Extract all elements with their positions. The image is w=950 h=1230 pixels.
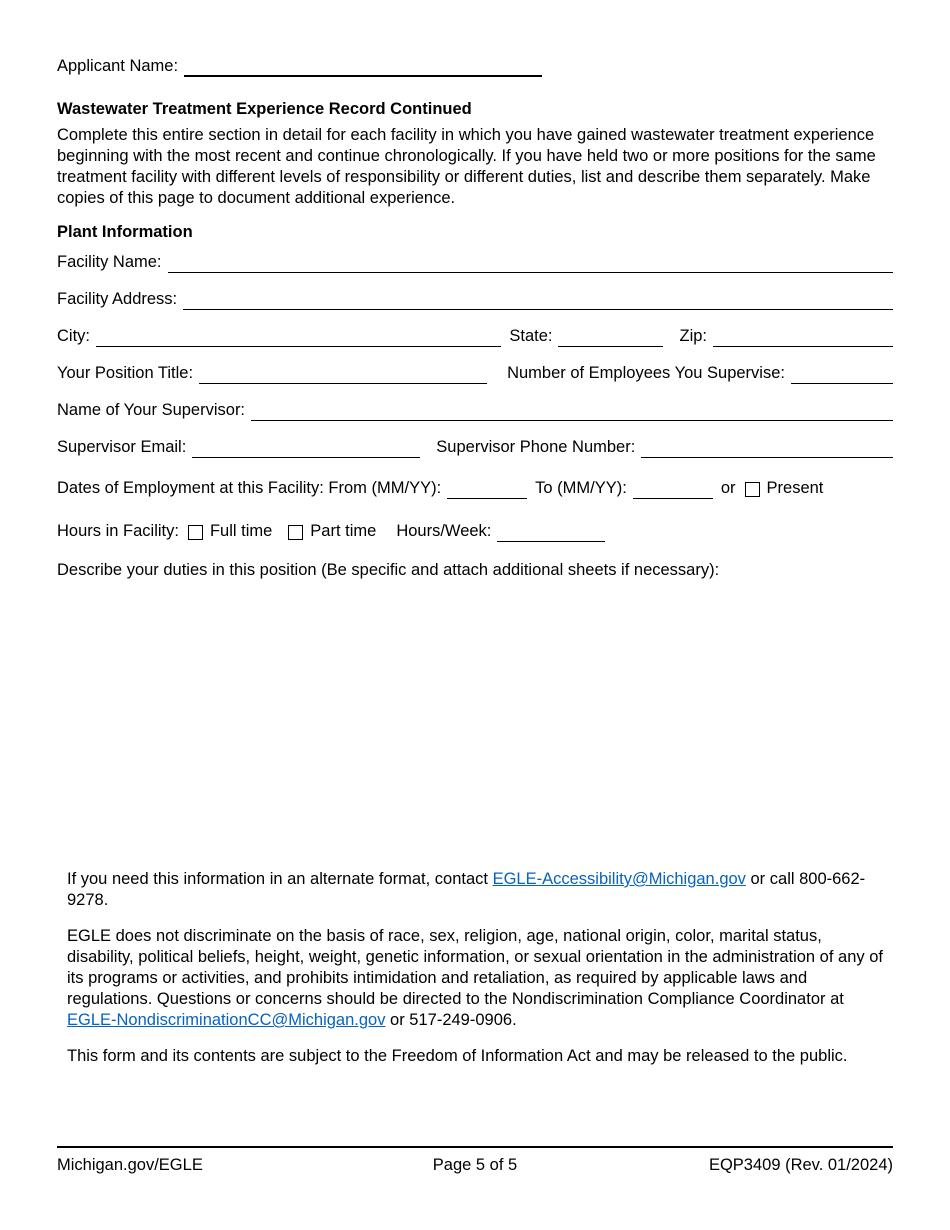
supervisor-name-label: Name of Your Supervisor:: [57, 401, 246, 419]
supervisor-phone-input-line[interactable]: [641, 437, 893, 458]
nondiscrimination-text-pre: EGLE does not discriminate on the basis of race, sex, religion, age, national origin, color, marital status, disability, political beliefs, height, weight, genetic information, or sexual orientation in the administration of any of its programs or activities, and prohibits intimidation and retaliation, as required by applicable laws and regulations. Questions or concerns should be directed to the Nondiscrimination Compliance Coordinator at: [67, 927, 883, 1008]
part-time-checkbox[interactable]: [288, 525, 303, 540]
applicant-name-label: Applicant Name:: [57, 57, 179, 75]
part-time-label: Part time: [310, 522, 377, 540]
plant-information-title: Plant Information: [57, 223, 193, 241]
date-from-input-line[interactable]: [447, 478, 527, 499]
employees-supervised-input-line[interactable]: [791, 363, 893, 384]
or-label: or: [720, 479, 736, 497]
employees-supervised-label: Number of Employees You Supervise:: [507, 364, 785, 382]
section-title: Wastewater Treatment Experience Record Continued: [57, 100, 472, 118]
nondiscrimination-email-link[interactable]: EGLE-NondiscriminationCC@Michigan.gov: [67, 1011, 386, 1029]
facility-address-label: Facility Address:: [57, 290, 178, 308]
city-state-zip-row: [57, 326, 893, 347]
employment-dates-row: [57, 478, 893, 499]
hours-in-facility-label: Hours in Facility:: [57, 522, 179, 540]
present-label: Present: [766, 479, 824, 497]
hours-per-week-label: Hours/Week:: [396, 522, 492, 540]
date-to-input-line[interactable]: [633, 478, 713, 499]
accessibility-email-link[interactable]: EGLE-Accessibility@Michigan.gov: [492, 870, 746, 888]
nondiscrimination-text-post: or 517-249-0906.: [385, 1011, 517, 1029]
footer-page-number: Page 5 of 5: [432, 1156, 518, 1174]
applicant-name-row: [57, 56, 893, 77]
state-label: State:: [509, 327, 553, 345]
hours-per-week-input-line[interactable]: [497, 521, 605, 542]
facility-address-input-line[interactable]: [183, 289, 893, 310]
alternate-format-text-post: or call 800-662-9278.: [67, 870, 866, 909]
full-time-label: Full time: [209, 522, 273, 540]
state-input-line[interactable]: [558, 326, 663, 347]
page-footer: [57, 1146, 893, 1176]
hours-in-facility-row: [57, 521, 893, 542]
city-label: City:: [57, 327, 90, 345]
applicant-name-input-line[interactable]: [184, 56, 542, 77]
section-intro: Complete this entire section in detail for each facility in which you have gained wastewater treatment experience beginning with the most recent and continue chronologically. If you have held two or more positions for the same treatment facility with different levels of responsibility or different duties, list and describe them separately. Make copies of this page to document additional experience.: [57, 126, 876, 207]
full-time-checkbox[interactable]: [188, 525, 203, 540]
supervisor-name-input-line[interactable]: [251, 400, 893, 421]
facility-address-row: [57, 289, 893, 310]
supervisor-email-input-line[interactable]: [192, 437, 420, 458]
facility-name-row: [57, 252, 893, 273]
supervisor-phone-label: Supervisor Phone Number:: [436, 438, 636, 456]
duties-prompt: Describe your duties in this position (Be specific and attach additional sheets if necessary):: [57, 561, 720, 579]
dates-from-label: Dates of Employment at this Facility: From (MM/YY):: [57, 479, 442, 497]
duties-response-area[interactable]: [57, 581, 893, 869]
present-checkbox[interactable]: [745, 482, 760, 497]
footer-site-text: Michigan.gov/EGLE: [57, 1156, 203, 1174]
supervisor-contact-row: [57, 437, 893, 458]
zip-input-line[interactable]: [713, 326, 893, 347]
position-title-row: [57, 363, 893, 384]
supervisor-name-row: [57, 400, 893, 421]
dates-to-label: To (MM/YY):: [535, 479, 627, 497]
zip-label: Zip:: [679, 327, 707, 345]
alternate-format-text-pre: If you need this information in an alternate format, contact: [67, 870, 493, 888]
nondiscrimination-notice: [57, 926, 893, 1031]
supervisor-email-label: Supervisor Email:: [57, 438, 187, 456]
facility-name-input-line[interactable]: [168, 252, 893, 273]
facility-name-label: Facility Name:: [57, 253, 162, 271]
position-title-label: Your Position Title:: [57, 364, 194, 382]
city-input-line[interactable]: [96, 326, 501, 347]
position-title-input-line[interactable]: [199, 363, 487, 384]
foia-notice: This form and its contents are subject to the Freedom of Information Act and may be released to the public.: [67, 1047, 848, 1065]
footer-form-number: EQP3409 (Rev. 01/2024): [708, 1156, 894, 1174]
alternate-format-notice: [57, 869, 893, 911]
